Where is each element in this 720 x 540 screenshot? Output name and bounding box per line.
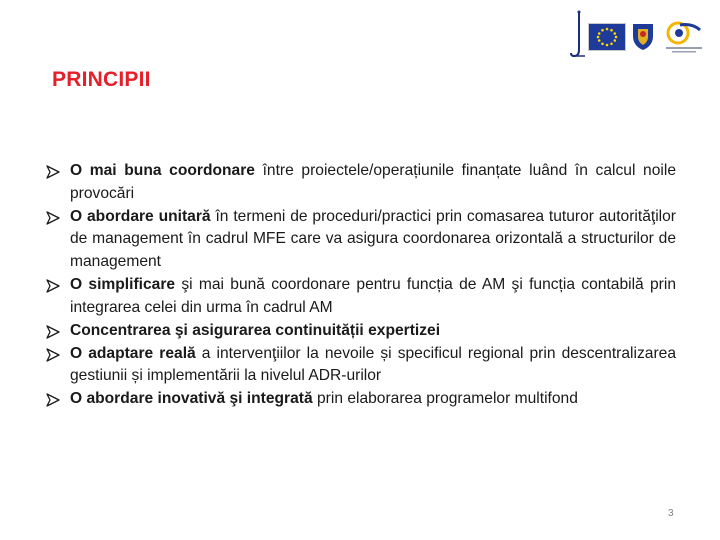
bullet-bold-text: O mai buna coordonare: [70, 162, 255, 179]
bullet-text: a intervenţiilor la nevoile și specificul regional prin descentralizarea gestiunii și implementării la nivelul ADR-urilor: [70, 344, 676, 385]
bullet-text: între proiectele/operațiunile finanțate luând în calcul noile provocări: [70, 162, 676, 202]
list-item: [46, 320, 676, 343]
slide-title: PRINCIPII: [52, 68, 151, 91]
bullet-bold-text: O abordare unitară: [70, 207, 211, 225]
list-item: [46, 388, 676, 411]
signature-logo-icon: [570, 10, 586, 58]
bullet-bold-text: O simplificare: [70, 275, 176, 293]
bullet-list: [46, 160, 676, 412]
bullet-text: prin elaborarea programelor multifond: [312, 390, 578, 408]
bullet-bold-text: O abordare inovativă şi integrată: [70, 390, 313, 408]
page-number: 3: [668, 508, 674, 519]
romanian-government-crest-icon: [629, 20, 657, 52]
list-item: [46, 160, 676, 205]
arrow-bullet-icon: [46, 348, 60, 362]
arrow-bullet-icon: [46, 279, 60, 293]
eu-flag-icon: [588, 23, 626, 51]
list-item: [46, 206, 676, 274]
arrow-bullet-icon: [46, 325, 60, 339]
list-item: [46, 343, 676, 388]
bullet-text: în termeni de proceduri/practici prin comasarea tuturor autorităţilor de management în cadrul MFE care va asigura coordonarea orizontală a structurilor de management: [70, 207, 676, 270]
bullet-bold-text: O adaptare reală: [70, 344, 196, 362]
arrow-bullet-icon: [46, 211, 60, 225]
arrow-bullet-icon: [46, 165, 60, 179]
bullet-text: şi mai bună coordonare pentru funcția de AM şi funcția contabilă prin integrarea celei din urma în cadrul AM: [70, 275, 676, 316]
header-logos: [570, 10, 710, 60]
arrow-bullet-icon: [46, 393, 60, 407]
list-item: [46, 274, 676, 319]
bullet-bold-text: Concentrarea şi asigurarea continuității expertizei: [70, 321, 441, 339]
regional-program-logo-icon: [662, 20, 706, 54]
